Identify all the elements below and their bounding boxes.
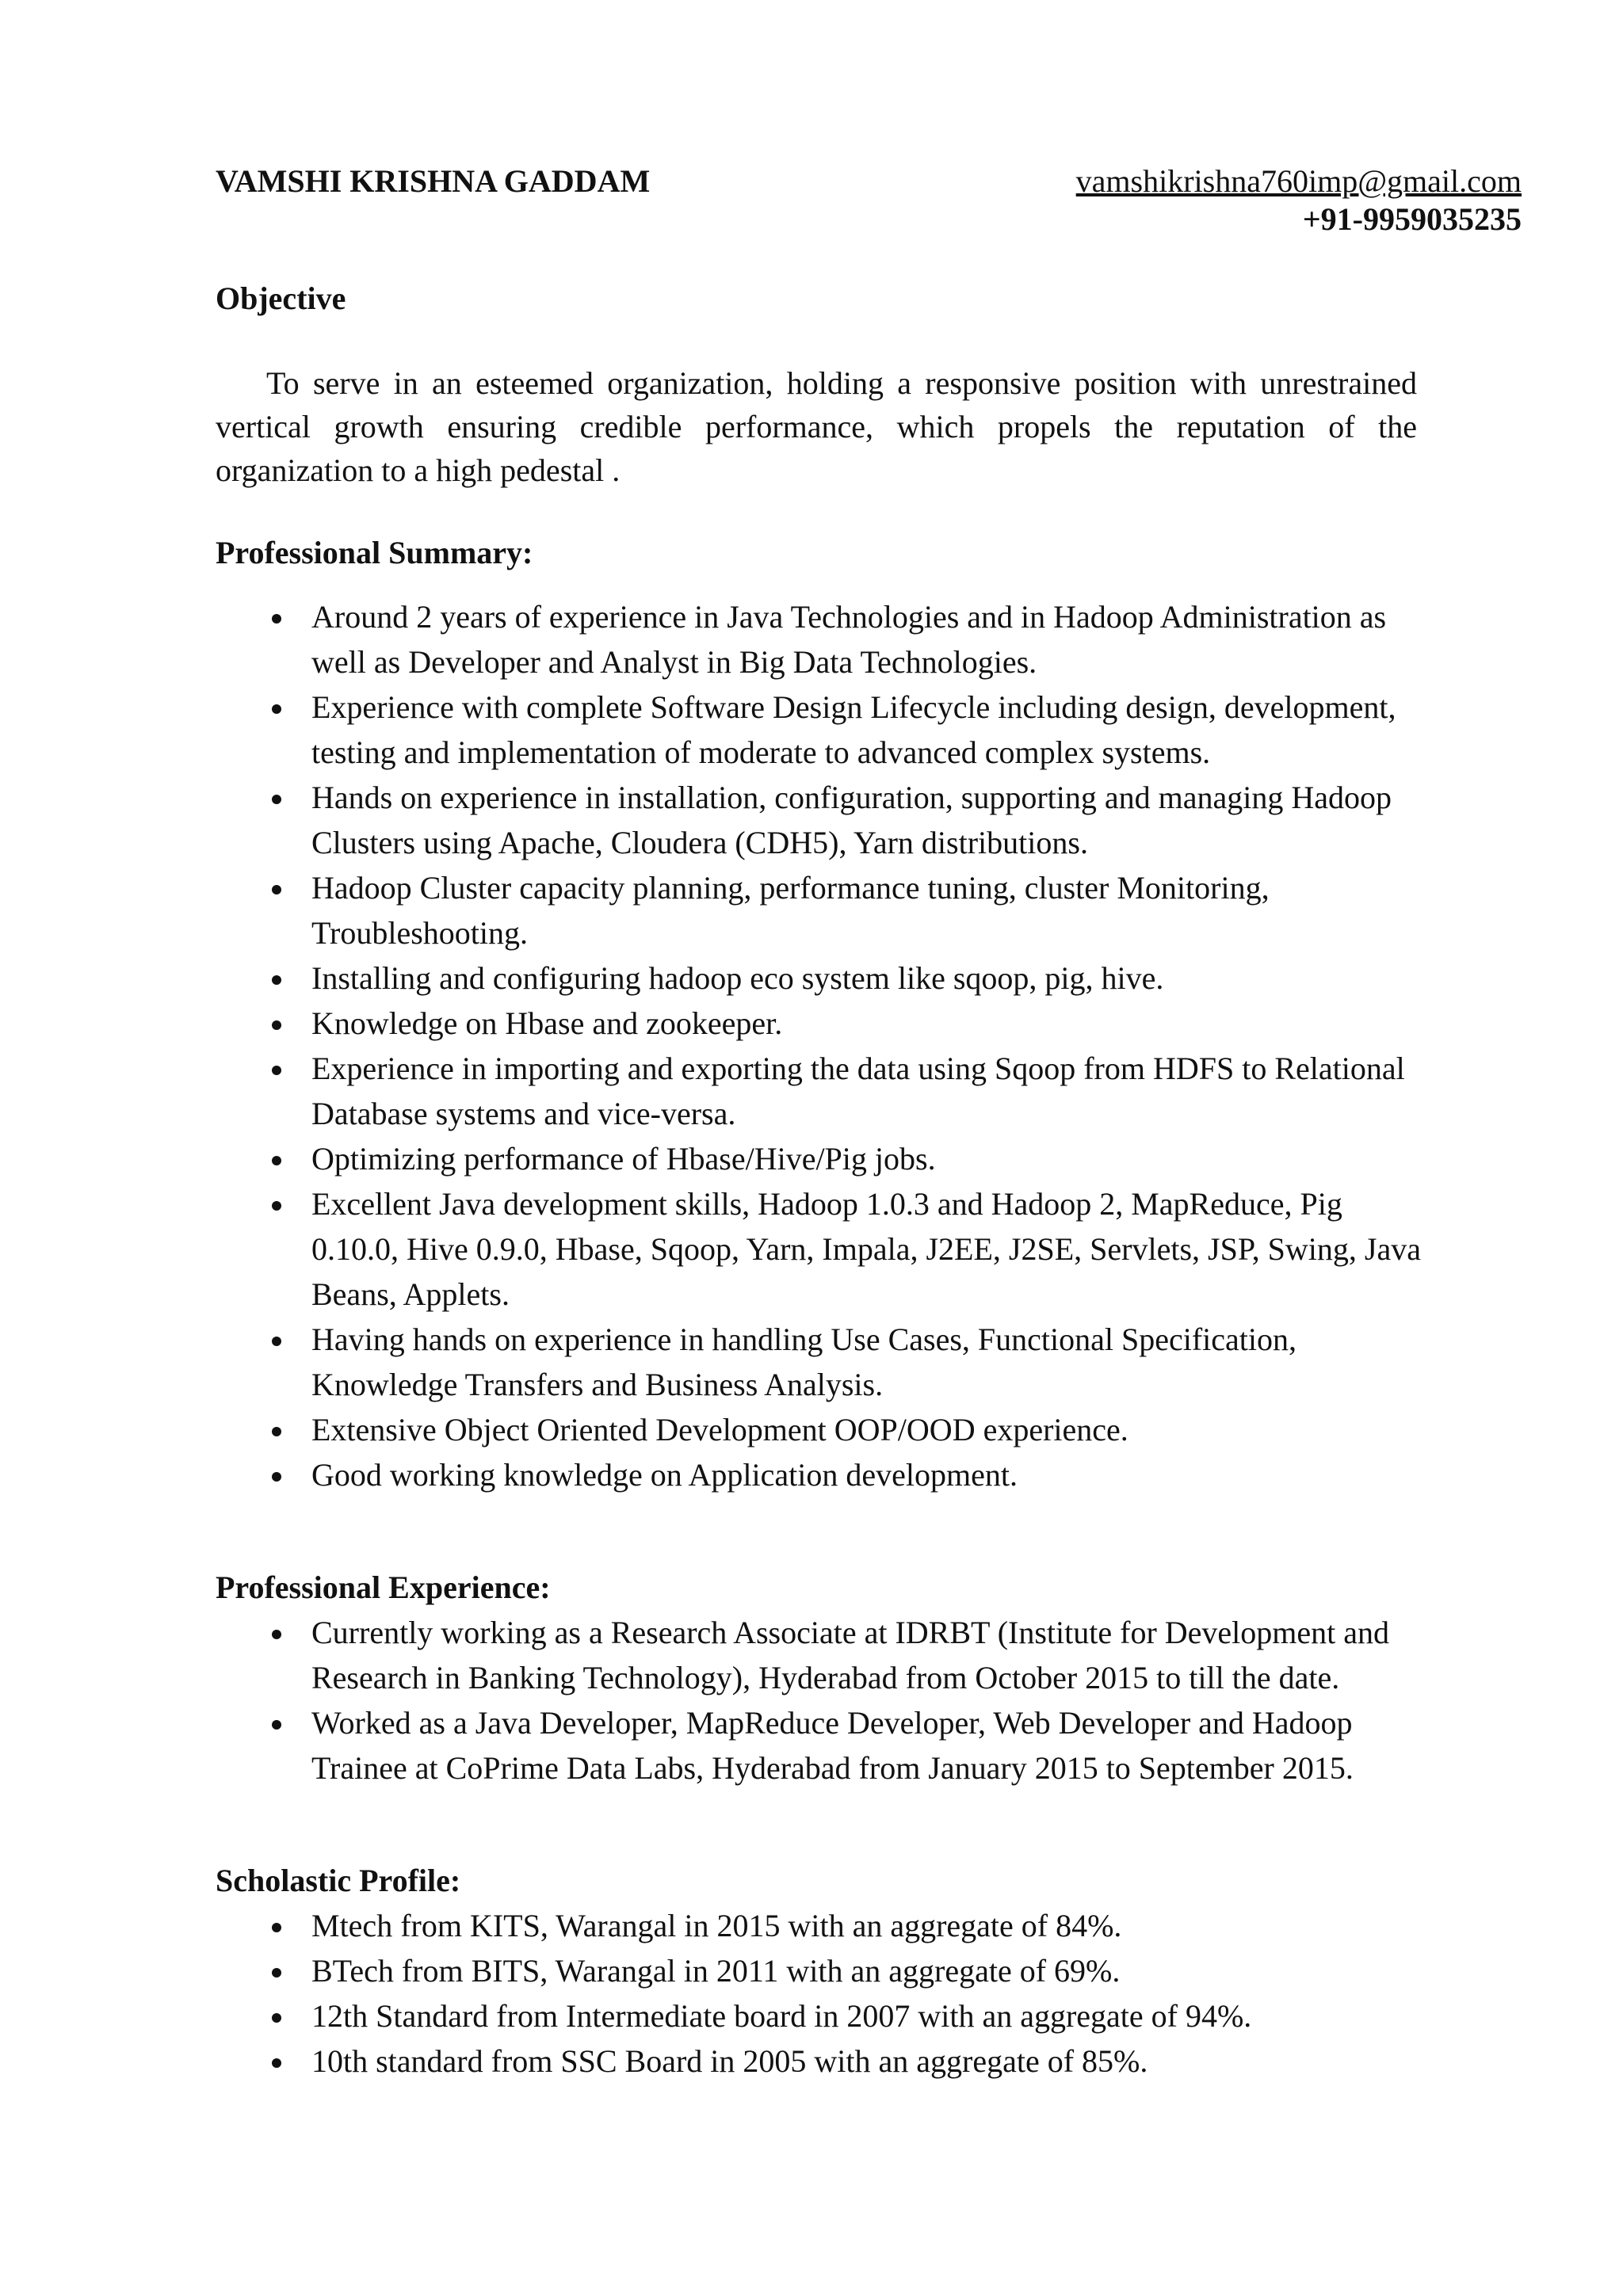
bullet-icon [272, 2058, 281, 2068]
bullet-icon [272, 614, 281, 624]
bullet-icon [272, 1720, 281, 1730]
bullet-icon [272, 1337, 281, 1346]
list-item: Currently working as a Research Associate at IDRBT (Institute for Development and Research in Banking Technology), Hyderabad from October 2015 to till the date. [216, 1610, 1436, 1700]
list-item: Around 2 years of experience in Java Technologies and in Hadoop Administration as well as Developer and Analyst in Big Data Technologies. [216, 594, 1436, 685]
bullet-icon [272, 1020, 281, 1030]
phone-number: +91-9959035235 [1302, 201, 1522, 237]
bullet-icon [272, 1968, 281, 1978]
list-item: Hands on experience in installation, configuration, supporting and managing Hadoop Clusters using Apache, Cloudera (CDH5), Yarn distributions. [216, 775, 1436, 865]
list-item: Excellent Java development skills, Hadoop 1.0.3 and Hadoop 2, MapReduce, Pig 0.10.0, Hive 0.9.0, Hbase, Sqoop, Yarn, Impala, J2EE, J2SE, Servlets, JSP, Swing, Java Beans, Applets. [216, 1181, 1436, 1317]
bullet-icon [272, 1630, 281, 1639]
bullet-icon [272, 1427, 281, 1436]
bullet-icon [272, 1156, 281, 1165]
candidate-name: VAMSHI KRISHNA GADDAM [216, 163, 651, 199]
scholastic-heading: Scholastic Profile: [216, 1863, 461, 1898]
list-item: Knowledge on Hbase and zookeeper. [216, 1001, 1436, 1046]
bullet-icon [272, 975, 281, 985]
bullet-icon [272, 795, 281, 804]
list-item: BTech from BITS, Warangal in 2011 with an aggregate of 69%. [216, 1948, 1436, 1993]
bullet-icon [272, 1201, 281, 1211]
list-item: Worked as a Java Developer, MapReduce Developer, Web Developer and Hadoop Trainee at CoPrime Data Labs, Hyderabad from January 2015 to September 2015. [216, 1700, 1436, 1791]
list-item: Installing and configuring hadoop eco system like sqoop, pig, hive. [216, 955, 1436, 1001]
experience-list [216, 1610, 1436, 1791]
list-item: Experience with complete Software Design Lifecycle including design, development, testing and implementation of moderate to advanced complex systems. [216, 685, 1436, 775]
objective-heading: Objective [216, 280, 346, 316]
bullet-icon [272, 704, 281, 714]
bullet-icon [272, 2013, 281, 2023]
list-item: 12th Standard from Intermediate board in 2007 with an aggregate of 94%. [216, 1993, 1436, 2039]
list-item: Good working knowledge on Application development. [216, 1452, 1436, 1497]
list-item: Experience in importing and exporting the data using Sqoop from HDFS to Relational Database systems and vice-versa. [216, 1046, 1436, 1136]
list-item: Mtech from KITS, Warangal in 2015 with an aggregate of 84%. [216, 1903, 1436, 1948]
bullet-icon [272, 885, 281, 894]
scholastic-list [216, 1903, 1436, 2084]
summary-list [216, 594, 1436, 1497]
email-link[interactable]: vamshikrishna760imp@gmail.com [1075, 163, 1522, 199]
list-item: Extensive Object Oriented Development OOP/OOD experience. [216, 1407, 1436, 1452]
list-item: 10th standard from SSC Board in 2005 with an aggregate of 85%. [216, 2039, 1436, 2084]
list-item: Having hands on experience in handling Use Cases, Functional Specification, Knowledge Transfers and Business Analysis. [216, 1317, 1436, 1407]
list-item: Optimizing performance of Hbase/Hive/Pig jobs. [216, 1136, 1436, 1181]
list-item: Hadoop Cluster capacity planning, performance tuning, cluster Monitoring, Troubleshooting. [216, 865, 1436, 955]
experience-heading: Professional Experience: [216, 1569, 551, 1605]
objective-text: To serve in an esteemed organization, holding a responsive position with unrestrained vertical growth ensuring credible performance, which propels the reputation of the organization to a high pedestal . [216, 365, 1417, 488]
bullet-icon [272, 1472, 281, 1482]
bullet-icon [272, 1066, 281, 1075]
bullet-icon [272, 1923, 281, 1932]
summary-heading: Professional Summary: [216, 535, 533, 570]
